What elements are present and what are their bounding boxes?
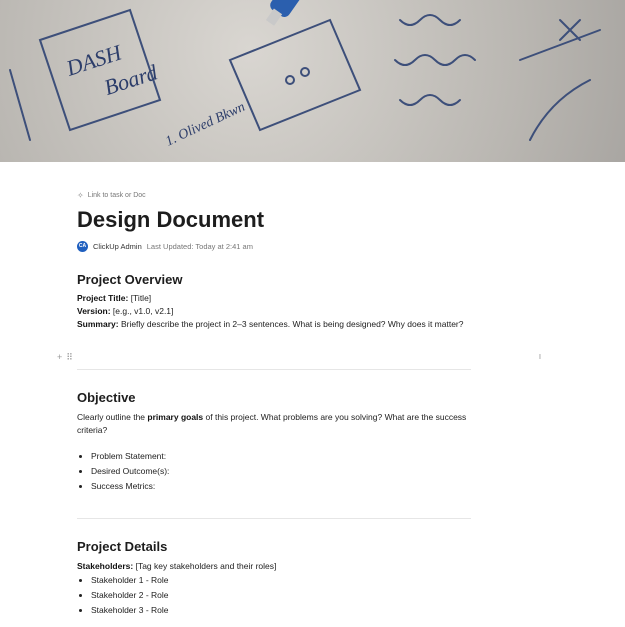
list-item[interactable]: • Stakeholder 3 - Role: [91, 603, 477, 618]
avatar[interactable]: CA: [77, 241, 88, 252]
list-item[interactable]: • Problem Statement:: [91, 449, 477, 464]
objective-description[interactable]: [77, 411, 477, 437]
objective-text-post: of this project. What problems are you solving? What are the success criteria?: [77, 412, 467, 435]
drag-handle-icon[interactable]: ⠿: [66, 352, 73, 362]
version-label: Version:: [77, 306, 111, 316]
project-title-line[interactable]: [77, 292, 477, 305]
objective-list: [77, 449, 477, 494]
sketch-text-dash: DASH: [63, 39, 125, 81]
stakeholders-line[interactable]: [77, 560, 477, 573]
sketch-text-caption: 1. Olived Bkwn: [163, 99, 248, 150]
add-block-icon[interactable]: +: [57, 352, 63, 362]
summary-value: Briefly describe the project in 2–3 sentences. What is being designed? Why does it matter?: [118, 319, 464, 329]
author-name[interactable]: ClickUp Admin: [93, 241, 142, 251]
last-updated: Last Updated: Today at 2:41 am: [146, 241, 253, 251]
block-gutter: [57, 352, 73, 363]
project-title-label: Project Title:: [77, 293, 129, 303]
section-project-overview: [77, 272, 477, 331]
doc-header: [77, 190, 477, 252]
heading-project-details[interactable]: Project Details: [77, 539, 168, 554]
cover-image[interactable]: [0, 0, 625, 162]
heading-objective[interactable]: Objective: [77, 390, 136, 405]
heading-project-overview[interactable]: Project Overview: [77, 272, 183, 287]
list-item[interactable]: • Stakeholder 1 - Role: [91, 573, 477, 588]
page-title[interactable]: Design Document: [77, 207, 265, 232]
objective-text-bold: primary goals: [147, 412, 204, 422]
divider: [77, 369, 471, 370]
sketch-text-board: Board: [100, 59, 161, 100]
summary-label: Summary:: [77, 319, 119, 329]
link-to-task-button[interactable]: [77, 190, 477, 200]
version-value: [e.g., v1.0, v2.1]: [110, 306, 174, 316]
sparkle-link-icon: ✧: [77, 190, 84, 200]
list-item[interactable]: • Stakeholder 2 - Role: [91, 588, 477, 603]
doc-meta: [77, 240, 477, 252]
stakeholders-value: [Tag key stakeholders and their roles]: [133, 561, 277, 571]
version-line[interactable]: [77, 305, 477, 318]
stakeholder-list: [77, 573, 477, 618]
list-item[interactable]: • Desired Outcome(s):: [91, 464, 477, 479]
text-cursor-icon: I: [539, 354, 541, 361]
stakeholders-label: Stakeholders:: [77, 561, 134, 571]
section-objective: [77, 390, 477, 494]
objective-text-pre: Clearly outline the: [77, 412, 148, 422]
link-label: Link to task or Doc: [87, 191, 146, 199]
sketch-illustration: [0, 0, 625, 162]
project-title-value: [Title]: [128, 293, 152, 303]
list-item[interactable]: • Success Metrics:: [91, 479, 477, 494]
divider: [77, 518, 471, 519]
summary-line[interactable]: [77, 318, 477, 331]
section-project-details: [77, 539, 477, 618]
